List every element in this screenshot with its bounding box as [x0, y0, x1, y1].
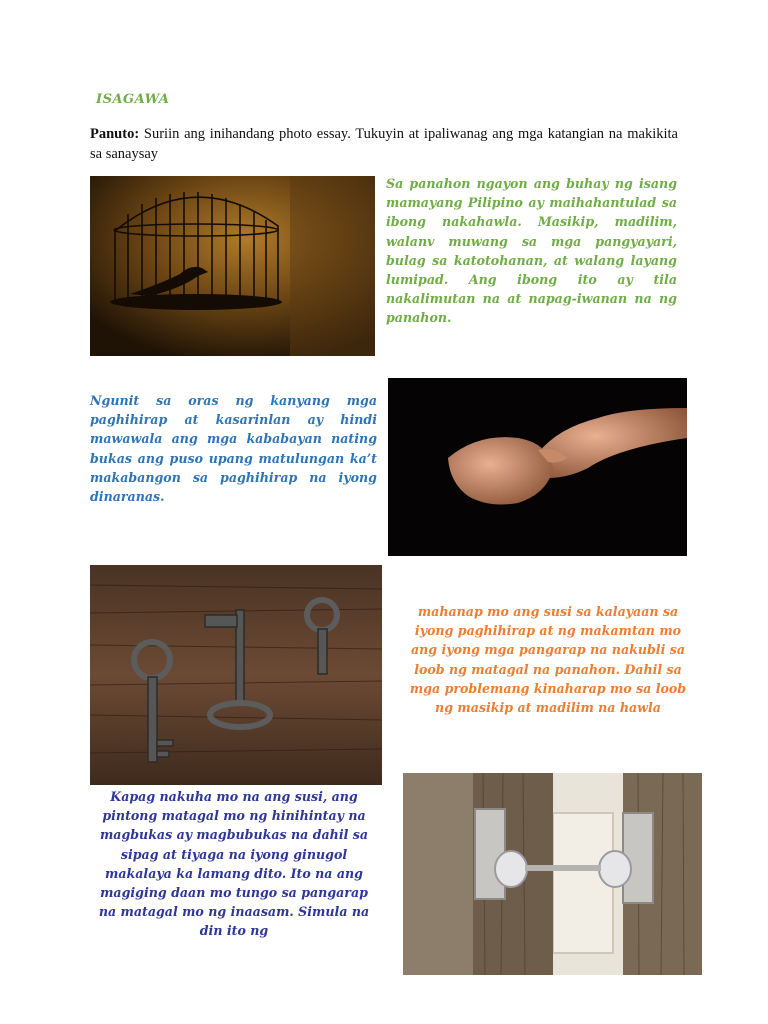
- instructions-text: Suriin ang inihandang photo essay. Tukuyin at ipaliwanag ang mga katangian na makikita sa sanaysay: [90, 126, 678, 162]
- birdcage-photo: [90, 176, 375, 356]
- reaching-hands-photo: [388, 378, 687, 556]
- instructions-label: Panuto:: [90, 126, 140, 142]
- old-keys-photo: [90, 565, 382, 785]
- paragraph-opening-door: Kapag nakuha mo na ang susi, ang pintong matagal mo ng hinihintay na magbukas ay magbubukas na dahil sa sipag at tiyaga na iyong ginugol makalaya ka lamang dito. Ito na ang magiging daan mo tungo sa pangarap na matagal mo ng inaasam. Simula na din ito ng: [98, 789, 370, 939]
- paragraph-helping-hands: Ngunit sa oras ng kanyang mga paghihirap at kasarinlan ay hindi mawawala ang mga kababayan nating bukas ang puso upang matulungan ka’t makabangon sa paghihirap na iyong dinaranas.: [90, 393, 377, 505]
- door-knobs-photo: [403, 773, 702, 975]
- paragraph-key-to-freedom: mahanap mo ang susi sa kalayaan sa iyong paghihirap at ng makamtan mo ang iyong mga pangarap na nakubli sa loob ng matagal na panahon. Dahil sa mga problemang kinaharap mo sa loob ng masikip at madilim na hawla: [409, 604, 687, 716]
- paragraph-caged-bird: Sa panahon ngayon ang buhay ng isang mamayang Pilipino ay maihahantulad sa ibong nakahawla. Masikip, madilim, walanv muwang sa mga pangyayari, bulag sa katotohanan, at walang layang lumipad. Ang ibong ito ay tila nakalimutan na at napag-iwanan na ng panahon.: [386, 176, 677, 326]
- instructions: [90, 124, 678, 164]
- section-heading: ISAGAWA: [96, 92, 170, 107]
